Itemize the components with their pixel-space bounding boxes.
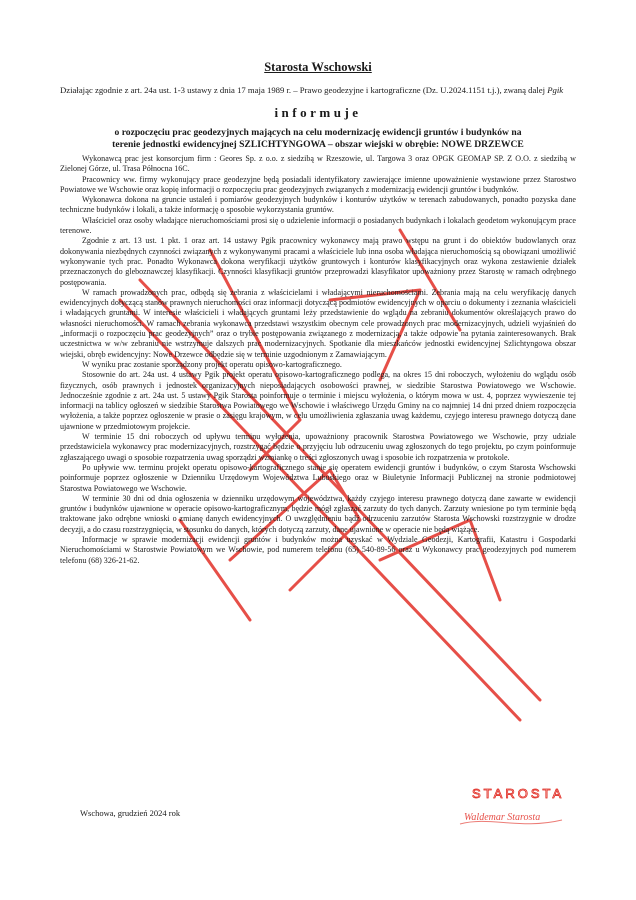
place-date: Wschowa, grudzień 2024 rok: [80, 808, 181, 818]
body-paragraph: Wykonawcą prac jest konsorcjum firm : Geores Sp. z o.o. z siedzibą w Rzeszowie, ul. Targowa 3 oraz OPGK GEOMAP SP. Z O.O. z siedzibą w Zielonej Górze, ul. Trasa Północna 16C.: [60, 154, 576, 174]
body-paragraph: Właściciel oraz osoby władające nieruchomościami prosi się o udzielenie informacji o posiadanych budynkach i lokalach geodetom wykonującym prace terenowe.: [60, 215, 576, 236]
body-paragraph: Po upływie ww. terminu projekt operatu opisowo-kartograficznego stanie się operatem ewidencji gruntów i budynków, o czym Starosta Wschowski poinformuje poprzez ogłoszenie w Dzienniku Urzędowym Województwa Lubuskiego oraz w Biuletynie Informacji Publicznej na stronie podmiotowej Starostwa Powiatowego we Wschowie.: [60, 462, 576, 493]
signature-line-1: STAROSTA: [472, 786, 565, 801]
signature-stamp: [450, 776, 570, 836]
document-body: [60, 60, 576, 566]
body-paragraph: Zgodnie z art. 13 ust. 1 pkt. 1 oraz art. 14 ustawy Pgik pracownicy wykonawcy mają prawo wstępu na grunt i do obiektów budowlanych oraz dokonywania niezbędnych czynności związanych z wykonywanymi pracami a właściciele lub inna osoba władająca nieruchomością są obowiązani umożliwić wykonywanie tych prac. Ponadto Wykonawca dokona weryfikacji użytków gruntowych i konturów klasyfikacyjnych oraz wykona zestawienie działek przeznaczonych do gleboznawczej klasyfikacji. Czynności klasyfikacji gruntów przeprowadzi klasyfikator upoważniony przez Starostę w ramach odrębnego postępowania.: [60, 236, 576, 287]
informuje-title: informuje: [274, 104, 362, 120]
subject-line-2: terenie jednostki ewidencyjnej SZLICHTYNGOWA – obszar wiejski w obrębie: NOWE DRZEWCE: [112, 138, 524, 150]
body-paragraph: Wykonawca dokona na gruncie ustaleń i pomiarów geodezyjnych budynków i konturów użytków w terenach zabudowanych, ponadto pozyska dane techniczne budynków i lokali, a także informację o sposobie wykorzystania gruntów.: [60, 195, 576, 215]
body-paragraph: W ramach prowadzonych prac, odbędą się zebrania z właścicielami i władającymi nieruchomościami. Zebrania mają na celu weryfikację danych ewidencyjnych dotyczącą stanów prawnych nieruchomości oraz informacji dotyczącą podmiotów ewidencyjnych w oparciu o dokumenty i zeznania właścicieli i władających gruntami. W interesie właścicieli i władających gruntami leży przedstawienie do wglądu na zebraniu dokumentów określających prawo do własności nieruchomości. W ramach zebrania wykonawca przedstawi wszystkim obecnym cele prowadzonych prac modernizacyjnych, udzieli wyjaśnień do „informacji o rozpoczęciu prac geodezyjnych” oraz o trybie postępowania związanego z modernizacją, a także odpowie na pytania zainteresowanych. Brak uczestnictwa w w/w zebraniu nie wstrzymuje dalszych prac modernizacyjnych. Spotkanie dla mieszkańców jednostki ewidencyjnej Szlichtyngowa obszar wiejski, obręb ewidencyjny: Nowe Drzewce odbędzie się w terminie uzgodnionym z Zamawiającym.: [60, 287, 576, 359]
body-paragraph: W terminie 15 dni roboczych od upływu terminu wyłożenia, upoważniony pracownik Starostwa Powiatowego we Wschowie, przy udziale przedstawiciela wykonawcy prac modernizacyjnych, rozstrzygać będzie o przyjęciu lub odrzuceniu uwag zgłoszonych do tego projektu, po czym poinformuje zgłaszającego uwagi o sposobie rozpatrzenia uwag sporządzi wzmiankę o treści zgłoszonych uwag i sposobie ich rozpatrzenia w protokole.: [60, 432, 576, 462]
body-paragraphs: [60, 154, 576, 566]
body-paragraph: Stosownie do art. 24a ust. 4 ustawy Pgik projekt operatu opisowo-kartograficznego podlega, na okres 15 dni roboczych, wyłożeniu do wglądu osób fizycznych, osób prawnych i jednostek organizacyjnych nieposiadających osobowości prawnej, w siedzibie Starostwa Powiatowego we Wschowie. Jednocześnie zgodnie z art. 24a ust. 5 ustawy Pgik Starosta poinformuje o terminie i miejscu wyłożenia, o którym mowa w ust. 4, poprzez wywieszenie tej informacji na tablicy ogłoszeń w siedzibie Starostwa Powiatowego we Wschowie i właściwego Urzędu Gminy na co najmniej 14 dni przed dniem rozpoczęcia wyłożenia, a także poprzez ogłoszenie w prasie o zasięgu krajowym, w celu umożliwienia zgłaszania uwag każdemu, czyjego interesu prawnego dotyczą dane ujawnione w przedmiotowym projekcie.: [60, 370, 576, 431]
subject-line-1: o rozpoczęciu prac geodezyjnych mających na celu modernizację ewidencji gruntów i budynków na: [114, 126, 522, 138]
document-heading: Starosta Wschowski: [264, 60, 372, 74]
intro-abbr: Pgik: [547, 85, 564, 95]
intro-paragraph: [60, 85, 576, 97]
signature-line-2: Waldemar Starosta: [464, 812, 541, 823]
body-paragraph: W wyniku prac zostanie sporządzony projekt operatu opisowo-kartograficznego.: [82, 359, 342, 369]
intro-text: Działając zgodnie z art. 24a ust. 1-3 ustawy z dnia 17 maja 1989 r. – Prawo geodezyjne i kartograficzne (Dz. U.2024.1151 t.j.), zwaną dalej: [60, 85, 548, 95]
subject-heading: [60, 127, 576, 151]
body-paragraph: Informacje w sprawie modernizacji ewidencji gruntów i budynków można uzyskać w Wydziale Geodezji, Kartografii, Katastru i Gospodarki Nieruchomościami w Starostwie Powiatowym we Wschowie, pod numerem telefonu (65) 540-89-56 oraz u Wykonawcy prac geodezyjnych pod numerem telefonu (68) 326-21-62.: [60, 534, 576, 565]
body-paragraph: Pracownicy ww. firmy wykonujący prace geodezyjne będą posiadali identyfikatory zawierające imienne upoważnienie wystawione przez Starostwo Powiatowe we Wschowie oraz kopię informacji o rozpoczęciu prac geodezyjnych związanych z modernizacją ewidencji gruntów i budynków.: [60, 174, 576, 194]
body-paragraph: W terminie 30 dni od dnia ogłoszenia w dzienniku urzędowym województwa, każdy czyjego interesu prawnego dotyczą dane zawarte w ewidencji gruntów i budynków ujawnione w operacie opisowo-kartograficznym, będzie mógł zgłaszać zarzuty do tych danych. Zarzuty wniesione po tym terminie będą traktowane jako odrębne wnioski o zmianę danych ewidencyjnych. O uwzględnieniu bądź odrzuceniu zarzutów Starosta Wschowski rozstrzygnie w drodze decyzji, a do czasu rozstrzygnięcia, w stosunku do danych, których dotyczą zarzuty, dane ujawnione w operacie nie będą wiążące.: [60, 493, 576, 534]
